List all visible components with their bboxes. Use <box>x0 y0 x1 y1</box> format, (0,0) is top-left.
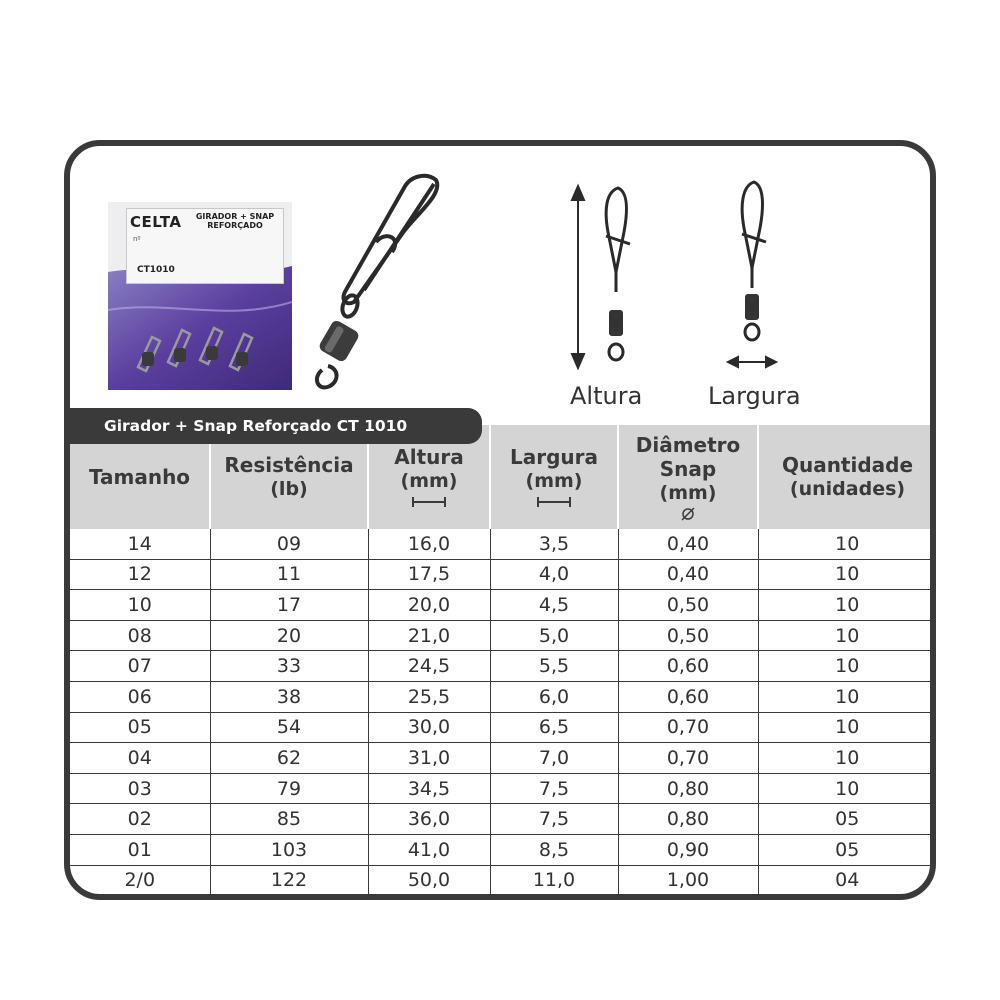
strength-cell: 17 <box>210 590 368 621</box>
strength-cell: 54 <box>210 712 368 743</box>
table-row <box>70 712 936 743</box>
package-code: CT1010 <box>137 265 175 275</box>
snap-diameter-cell: 0,50 <box>618 590 758 621</box>
height-cell: 34,5 <box>368 773 490 804</box>
snap-diameter-cell: 0,60 <box>618 651 758 682</box>
height-cell: 41,0 <box>368 834 490 865</box>
height-cell: 16,0 <box>368 529 490 559</box>
width-cell: 7,5 <box>490 773 618 804</box>
column-header-width <box>490 425 618 529</box>
width-cell: 4,0 <box>490 559 618 590</box>
column-header-unit: (mm) <box>525 470 583 492</box>
width-cell: 3,5 <box>490 529 618 559</box>
strength-cell: 122 <box>210 865 368 895</box>
strength-cell: 20 <box>210 620 368 651</box>
size-cell: 06 <box>70 681 210 712</box>
quantity-cell: 10 <box>758 651 936 682</box>
table-row <box>70 651 936 682</box>
strength-cell: 85 <box>210 804 368 835</box>
strength-cell: 79 <box>210 773 368 804</box>
width-cell: 8,5 <box>490 834 618 865</box>
brand-logo: CELTA <box>130 213 182 231</box>
size-cell: 12 <box>70 559 210 590</box>
table-row <box>70 681 936 712</box>
table-body <box>70 529 936 895</box>
package-title: GIRADOR + SNAP REFORÇADO <box>195 212 275 230</box>
strength-cell: 38 <box>210 681 368 712</box>
quantity-cell: 05 <box>758 834 936 865</box>
strength-cell: 33 <box>210 651 368 682</box>
width-cell: 6,5 <box>490 712 618 743</box>
strength-cell: 11 <box>210 559 368 590</box>
product-package-image <box>108 202 292 390</box>
snap-swivel-illustration <box>306 172 456 398</box>
width-cell: 7,0 <box>490 743 618 774</box>
table-row <box>70 529 936 559</box>
height-cell: 21,0 <box>368 620 490 651</box>
height-diagram <box>566 182 656 372</box>
column-header-title: Quantidade <box>781 453 914 477</box>
height-cell: 24,5 <box>368 651 490 682</box>
quantity-cell: 10 <box>758 681 936 712</box>
column-header-title: Altura <box>394 445 464 469</box>
strength-cell: 62 <box>210 743 368 774</box>
width-cell: 5,0 <box>490 620 618 651</box>
size-cell: 08 <box>70 620 210 651</box>
height-cell: 30,0 <box>368 712 490 743</box>
column-header-snap-diameter <box>618 425 758 529</box>
width-label: Largura <box>708 382 801 410</box>
table-row <box>70 590 936 621</box>
diameter-icon <box>678 507 698 521</box>
column-header-title: Tamanho <box>88 465 191 489</box>
quantity-cell: 10 <box>758 712 936 743</box>
height-cell: 17,5 <box>368 559 490 590</box>
column-header-quantity <box>758 425 936 529</box>
package-number-label: nº <box>133 235 141 243</box>
snap-diameter-cell: 0,80 <box>618 804 758 835</box>
strength-cell: 103 <box>210 834 368 865</box>
column-header-title: Diâmetro Snap <box>635 433 741 481</box>
snap-diameter-cell: 0,80 <box>618 773 758 804</box>
height-cell: 50,0 <box>368 865 490 895</box>
snap-diameter-cell: 0,70 <box>618 712 758 743</box>
snap-diameter-cell: 0,90 <box>618 834 758 865</box>
snap-diameter-cell: 0,40 <box>618 529 758 559</box>
height-cell: 20,0 <box>368 590 490 621</box>
strength-cell: 09 <box>210 529 368 559</box>
size-cell: 07 <box>70 651 210 682</box>
dimension-icon <box>409 495 449 509</box>
height-cell: 36,0 <box>368 804 490 835</box>
quantity-cell: 10 <box>758 559 936 590</box>
quantity-cell: 04 <box>835 869 860 892</box>
width-cell: 7,5 <box>490 804 618 835</box>
column-header-unit: (mm) <box>659 482 717 504</box>
quantity-cell: 10 <box>758 743 936 774</box>
size-cell: 10 <box>70 590 210 621</box>
snap-diameter-cell: 1,00 <box>618 865 758 895</box>
size-cell: 2/0 <box>70 865 210 895</box>
quantity-cell: 10 <box>758 773 936 804</box>
snap-diameter-cell: 0,60 <box>618 681 758 712</box>
width-diagram <box>724 176 814 372</box>
quantity-cell: 10 <box>758 620 936 651</box>
size-cell: 14 <box>70 529 210 559</box>
table-row <box>70 865 936 895</box>
spec-card <box>64 140 936 900</box>
package-label <box>126 208 284 284</box>
product-banner: Girador + Snap Reforçado CT 1010 <box>70 408 482 444</box>
column-header-title: Largura <box>509 445 599 469</box>
table-row <box>70 743 936 774</box>
size-cell: 01 <box>70 834 210 865</box>
width-cell: 4,5 <box>490 590 618 621</box>
height-label: Altura <box>570 382 643 410</box>
size-cell: 04 <box>70 743 210 774</box>
size-cell: 02 <box>70 804 210 835</box>
column-header-title: Resistência <box>224 453 354 477</box>
size-cell: 03 <box>70 773 210 804</box>
width-cell: 6,0 <box>490 681 618 712</box>
width-cell: 5,5 <box>490 651 618 682</box>
quantity-cell: 10 <box>758 529 936 559</box>
size-cell: 05 <box>70 712 210 743</box>
snap-diameter-cell: 0,50 <box>618 620 758 651</box>
column-header-unit: (lb) <box>270 478 308 500</box>
table-row <box>70 620 936 651</box>
table-row <box>70 804 936 835</box>
snap-diameter-cell: 0,70 <box>618 743 758 774</box>
table-row <box>70 834 936 865</box>
height-cell: 25,5 <box>368 681 490 712</box>
spec-table <box>70 425 936 895</box>
column-header-unit: (unidades) <box>789 478 906 500</box>
dimension-icon <box>534 495 574 509</box>
snap-diameter-cell: 0,40 <box>618 559 758 590</box>
table-row <box>70 559 936 590</box>
height-cell: 31,0 <box>368 743 490 774</box>
quantity-cell: 05 <box>758 804 936 835</box>
width-cell: 11,0 <box>490 865 618 895</box>
table-row <box>70 773 936 804</box>
quantity-cell: 10 <box>758 590 936 621</box>
column-header-unit: (mm) <box>400 470 458 492</box>
